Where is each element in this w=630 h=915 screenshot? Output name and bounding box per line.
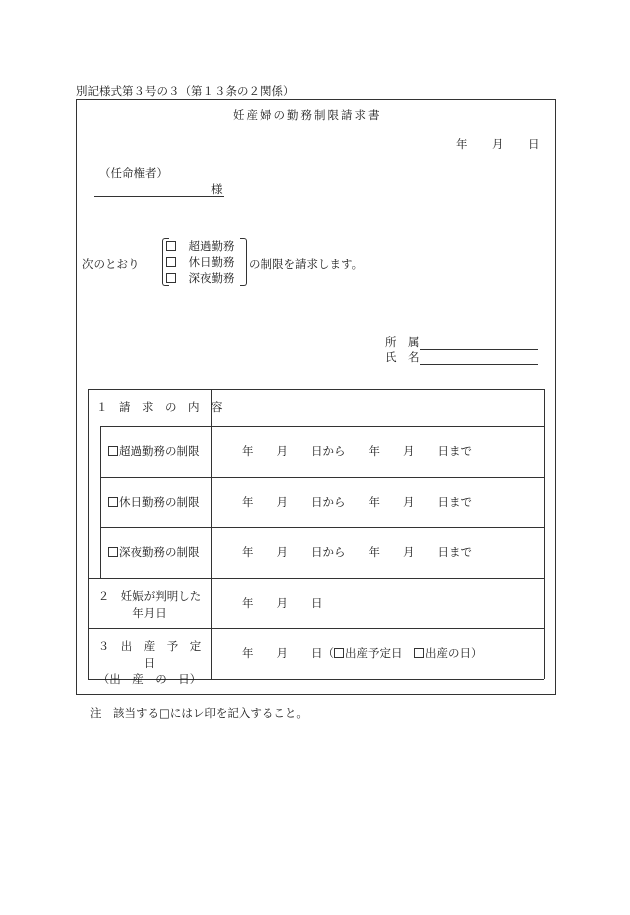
night-restriction[interactable] [108,547,200,559]
due-option-actual: 出産の日） [425,646,483,660]
checkbox-icon[interactable] [108,446,118,456]
checkbox-icon[interactable] [414,648,424,658]
appointing-authority-label: （任命権者） [99,166,168,180]
affiliation-label: 所 属 [385,335,420,349]
table-row-line [88,578,544,579]
overtime-period[interactable]: 年 月 日から 年 月 日まで [242,444,472,458]
request-suffix: の制限を請求します。 [249,257,364,271]
name-label: 氏 名 [385,350,420,364]
table-row-line [100,426,544,427]
table-row-line [100,477,544,478]
form-number: 別記様式第３号の３（第１３条の２関係） [76,84,295,98]
due-date-label-line1: ３ 出 産 予 定 日 [97,639,213,670]
note: 注 該当する□にはレ印を記入すること。 [90,706,308,720]
due-date-label-line2: （出 産 の 日） [97,672,202,687]
form-title: 妊産婦の勤務制限請求書 [233,108,382,122]
checkbox-icon[interactable] [108,547,118,557]
pregnancy-label-line2: 年月日 [132,605,167,620]
affiliation-field[interactable] [420,349,538,350]
table-right-border [544,389,545,679]
date-month-label: 月 [492,137,504,151]
request-prefix: 次のとおり [82,257,140,271]
holiday-restriction[interactable] [108,497,200,509]
table-top-border [88,389,544,390]
due-option-expected: 出産予定日 [345,646,403,660]
addressee-underline[interactable] [94,196,224,197]
due-date-prefix: 年 月 日（ [242,646,334,660]
checkbox-icon[interactable] [108,497,118,507]
table-row-line [88,628,544,629]
pregnancy-label-line1: ２ 妊娠が判明した [97,589,202,603]
date-year-label: 年 [456,137,468,151]
date-day-label: 日 [528,137,540,151]
overtime-restriction[interactable] [108,446,200,458]
checkbox-icon[interactable] [166,273,176,283]
name-field[interactable] [420,364,538,365]
content-header: １ 請 求 の 内 容 [96,400,223,414]
pregnancy-label [88,588,211,621]
option-night-label: 深夜勤務 [188,271,235,285]
checkbox-icon[interactable] [166,257,176,267]
overtime-restriction-label: 超過勤務の制限 [119,444,200,458]
option-night[interactable] [166,273,235,285]
due-date-label [88,638,211,688]
option-holiday-label: 休日勤務 [188,255,235,269]
right-brace [240,238,247,286]
option-overtime[interactable] [166,241,235,253]
checkbox-icon[interactable] [334,648,344,658]
holiday-restriction-label: 休日勤務の制限 [119,495,200,509]
addressee-honorific: 様 [211,182,223,196]
pregnancy-date[interactable]: 年 月 日 [242,596,323,610]
night-period[interactable]: 年 月 日から 年 月 日まで [242,545,472,559]
option-overtime-label: 超過勤務 [188,239,235,253]
table-indent-divider [100,426,101,578]
holiday-period[interactable]: 年 月 日から 年 月 日まで [242,495,472,509]
due-date[interactable] [242,648,483,660]
option-holiday[interactable] [166,257,235,269]
checkbox-icon[interactable] [166,241,176,251]
table-left-border [88,389,89,679]
table-col-divider [211,389,212,679]
night-restriction-label: 深夜勤務の制限 [119,545,200,559]
table-row-line [100,527,544,528]
